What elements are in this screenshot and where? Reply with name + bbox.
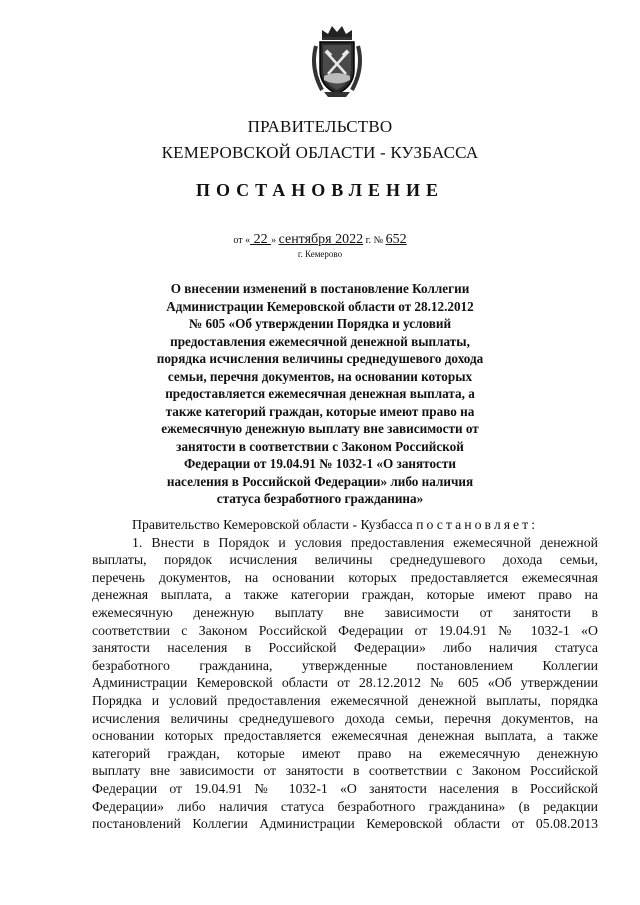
title-line: ежемесячную денежную выплату вне зависимости от xyxy=(161,421,479,436)
title-line: также категорий граждан, которые имеют право на xyxy=(165,403,475,419)
title-line: О внесении изменений в постановление Коллегии xyxy=(170,281,470,296)
document-title xyxy=(110,280,530,508)
title-line: семьи, перечня документов, на основании которых xyxy=(167,368,473,384)
title-line: Федерации от 19.04.91 № 1032-1 «О занятости xyxy=(183,456,456,471)
title-line: порядка исчисления величины среднедушевого дохода xyxy=(156,351,484,366)
date-day: 22 xyxy=(250,232,272,247)
body-line: ежемесячную денежную выплату вне зависимости от занятости в xyxy=(92,604,598,620)
body-line: занятости населения в Российской Федерации» либо наличия статуса xyxy=(92,640,598,656)
body-line: 1. Внести в Порядок и условия предоставления ежемесячной денежной xyxy=(132,534,598,550)
body-line: Порядка и условий предоставления ежемесячной денежной выплаты, порядка xyxy=(92,692,598,708)
title-line: населения в Российской Федерации» либо наличия xyxy=(166,473,474,489)
org-name-line2: КЕМЕРОВСКОЙ ОБЛАСТИ - КУЗБАССА xyxy=(161,143,479,162)
body-line: исчисления величины среднедушевого дохода семьи, перечня документов, на xyxy=(92,710,598,726)
org-name-line1: ПРАВИТЕЛЬСТВО xyxy=(247,117,393,136)
body-line: Администрации Кемеровской области от 28.12.2012 № 605 «Об утверждении xyxy=(92,675,598,691)
body-line: соответствии с Законом Российской Федерации от 19.04.91 № 1032-1 «О xyxy=(92,622,598,638)
body-line: денежная выплата, а также категории граждан, которые имеют право на xyxy=(92,587,598,603)
body-line: выплату вне зависимости от занятости в соответствии с Законом Российской xyxy=(92,763,598,779)
coat-of-arms-icon xyxy=(308,24,366,100)
body-line: категорий граждан, которые имеют право на ежемесячную денежную xyxy=(92,745,598,761)
preamble-text: Правительство Кемеровской области - Кузбасса xyxy=(132,517,417,532)
title-line: статуса безработного гражданина» xyxy=(216,491,424,506)
body-line: Федерации» либо наличия статуса безработного гражданина» (в редакции xyxy=(92,798,598,814)
body-line: постановлений Коллегии Администрации Кемеровской области от 05.08.2013 xyxy=(92,816,598,832)
date-mid: » xyxy=(271,235,279,246)
preamble-resolves: постановляет: xyxy=(416,517,539,532)
date-prefix: от « xyxy=(233,235,251,246)
document-type: ПОСТАНОВЛЕНИЕ xyxy=(195,180,445,200)
body-line: Федерации от 19.04.91 № 1032-1 «О занятости населения в Российской xyxy=(92,780,598,796)
body-line: выплаты, порядок исчисления величины среднедушевого дохода семьи, xyxy=(92,552,598,568)
document-body xyxy=(92,516,598,833)
body-line: основании которых предоставляется ежемесячная денежная выплата, а также xyxy=(92,728,598,744)
document-number: 652 xyxy=(385,232,407,247)
date-number-line xyxy=(0,232,640,248)
title-line: предоставления ежемесячной денежной выплаты, xyxy=(170,333,470,349)
title-line: Администрации Кемеровской области от 28.12.2012 xyxy=(166,298,474,314)
body-line: перечень документов, на основании которых предоставляется ежемесячная xyxy=(92,569,598,585)
city: г. Кемерово xyxy=(297,249,343,259)
preamble xyxy=(92,516,598,534)
title-line: предоставляется ежемесячная денежная выплата, а xyxy=(165,386,475,401)
date-month-year: сентября 2022 xyxy=(278,232,364,247)
body-line: безработного гражданина, утвержденные постановлением Коллегии xyxy=(92,657,598,673)
title-line: занятости в соответствии с Законом Российской xyxy=(176,438,464,454)
date-suffix: г. № xyxy=(363,235,386,246)
title-line: № 605 «Об утверждении Порядка и условий xyxy=(188,316,452,331)
